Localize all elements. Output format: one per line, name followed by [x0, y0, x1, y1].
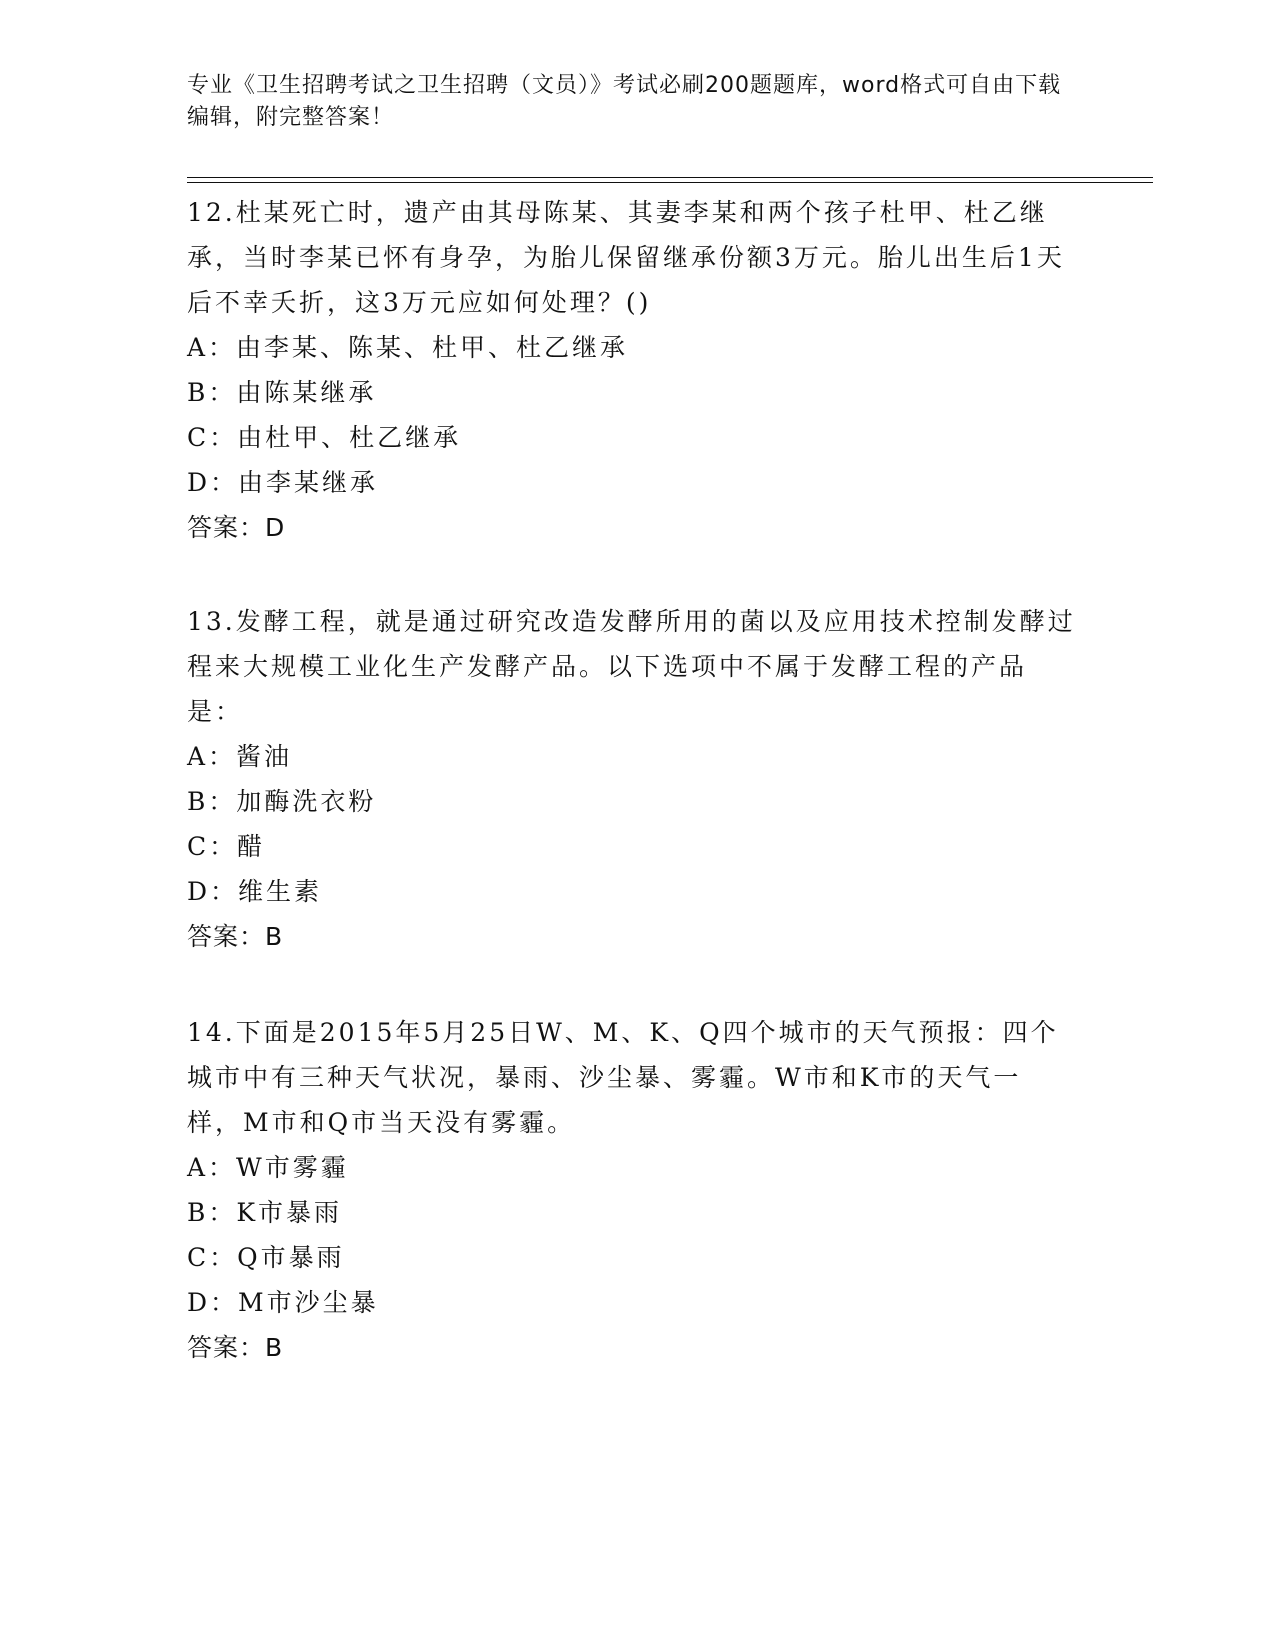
- answer: 答案：B: [187, 1333, 284, 1362]
- option-c: C：醋: [187, 832, 266, 861]
- header-divider-bottom: [187, 182, 1153, 183]
- option-d: D：M市沙尘暴: [187, 1288, 379, 1317]
- question-12: [187, 190, 1077, 550]
- document-header: 专业《卫生招聘考试之卫生招聘（文员）》考试必刷200题题库，word格式可自由下载编辑，附完整答案！: [187, 73, 1062, 130]
- header-divider-top: [187, 177, 1153, 178]
- option-b: B：K市暴雨: [187, 1198, 343, 1227]
- option-c: C：由杜甲、杜乙继承: [187, 423, 462, 452]
- option-d: D：由李某继承: [187, 468, 379, 497]
- option-c: C：Q市暴雨: [187, 1243, 345, 1272]
- option-a: A：W市雾霾: [187, 1153, 349, 1182]
- question-stem: 12.杜某死亡时，遗产由其母陈某、其妻李某和两个孩子杜甲、杜乙继承，当时李某已怀有身孕，为胎儿保留继承份额3万元。胎儿出生后1天后不幸夭折，这3万元应如何处理？(): [187, 198, 1065, 317]
- option-d: D：维生素: [187, 877, 323, 906]
- option-b: B：由陈某继承: [187, 378, 377, 407]
- answer: 答案：D: [187, 513, 286, 542]
- option-b: B：加酶洗衣粉: [187, 787, 377, 816]
- option-a: A：酱油: [187, 742, 293, 771]
- question-stem: 14.下面是2015年5月25日W、M、K、Q四个城市的天气预报：四个城市中有三种天气状况，暴雨、沙尘暴、雾霾。W市和K市的天气一样，M市和Q市当天没有雾霾。: [187, 1018, 1059, 1137]
- question-13: [187, 599, 1077, 959]
- option-a: A：由李某、陈某、杜甲、杜乙继承: [187, 333, 629, 362]
- answer: 答案：B: [187, 922, 284, 951]
- question-14: [187, 1010, 1077, 1370]
- question-stem: 13.发酵工程，就是通过研究改造发酵所用的菌以及应用技术控制发酵过程来大规模工业化生产发酵产品。以下选项中不属于发酵工程的产品是：: [187, 607, 1076, 726]
